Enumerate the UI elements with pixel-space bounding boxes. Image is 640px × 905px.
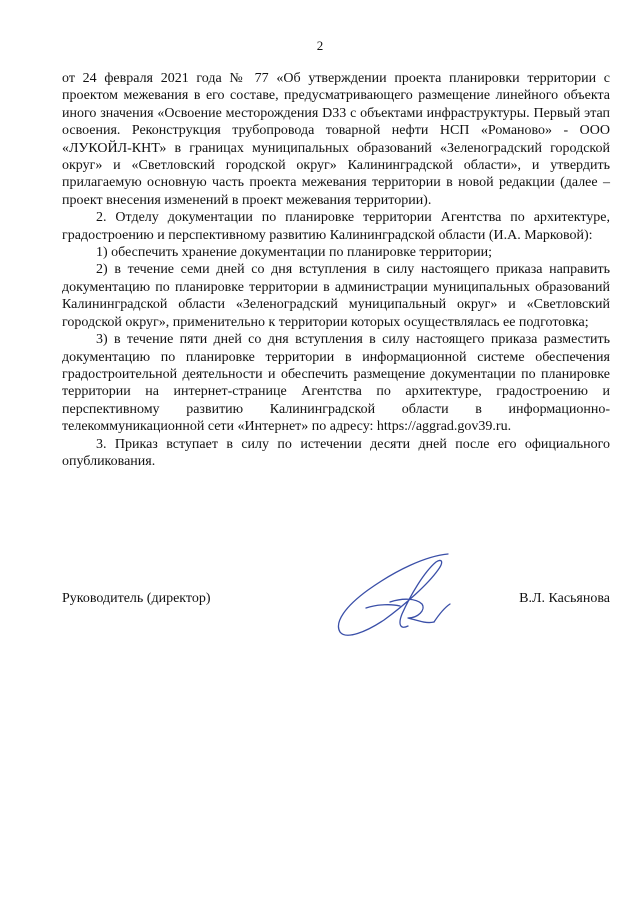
page-number: 2 bbox=[316, 38, 324, 53]
paragraph-item-2-1: 1) обеспечить хранение документации по планировке территории; bbox=[96, 245, 493, 261]
paragraph-item-3: 3. Приказ вступает в силу по истечении десяти дней после его официального опубликования. bbox=[62, 436, 610, 469]
paragraph-item-2: 2. Отделу документации по планировке территории Агентства по архитектуре, градостроению и перспективному развитию Калининградской области (И.А. Марковой): bbox=[62, 210, 610, 243]
paragraph-item-2-3: 3) в течение пяти дней со дня вступления в силу настоящего приказа разместить документацию по планировке территории в информационной системе обеспечения градостроительной деятельности и обеспечить размещение документации по планировке территории на интернет-странице Агентства по архитектуре, градостроению и перспективному развитию Калининградской области в информационно-телекоммуникационной сети «Интернет» по адресу: https://aggrad.gov39.ru. bbox=[62, 332, 610, 435]
signatory-name: В.Л. Касьянова bbox=[519, 591, 610, 606]
document-body bbox=[62, 70, 610, 470]
handwritten-signature bbox=[326, 548, 476, 643]
signatory-position: Руководитель (директор) bbox=[62, 591, 211, 606]
paragraph-continuation: от 24 февраля 2021 года № 77 «Об утверждении проекта планировки территории с проектом межевания в его составе, предусматривающего размещение линейного объекта иного значения «Освоение месторождения D33 с объектами инфраструктуры. Первый этап освоения. Реконструкция трубопровода товарной нефти НСП «Романово» - ООО «ЛУКОЙЛ-КНТ» в границах муниципальных образований «Зеленоградский городской округ» и «Светловский городской округ» Калининградской области», и утвердить прилагаемую основную часть проекта межевания территории в новой редакции (далее – проект внесения изменений в проект межевания территории). bbox=[62, 71, 610, 208]
paragraph-item-2-2: 2) в течение семи дней со дня вступления в силу настоящего приказа направить документацию по планировке территории в администрации муниципальных образований Калининградской области «Зеленоградский муниципальный округ» и «Светловский городской округ», применительно к территории которых осуществлялась ее подготовка; bbox=[62, 262, 610, 330]
